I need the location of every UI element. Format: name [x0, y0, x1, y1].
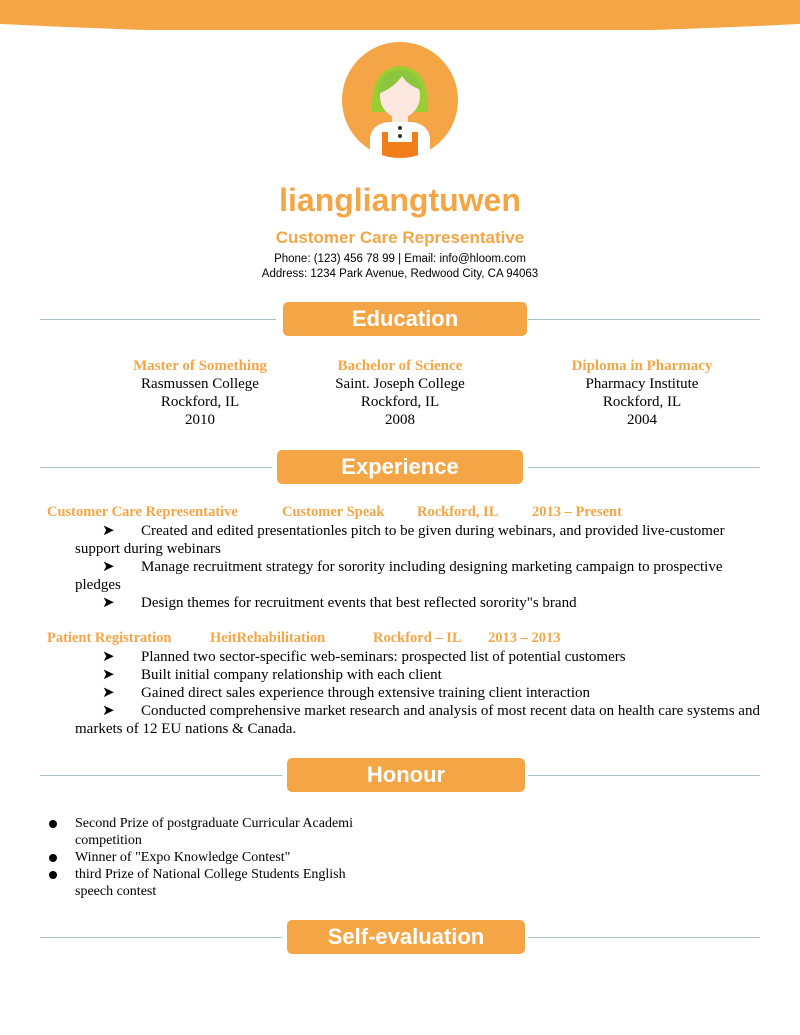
self-evaluation-section-header — [40, 920, 760, 954]
honour-item — [75, 866, 375, 900]
job-bullet — [75, 558, 765, 594]
divider-right — [528, 937, 760, 938]
arrow-bullet-icon: ➤ — [102, 559, 115, 575]
arrow-bullet-icon: ➤ — [102, 703, 115, 719]
job-position: Customer Care Representative — [47, 504, 238, 520]
education-location: Rockford, IL — [602, 394, 682, 410]
honour-text: third Prize of National College Students English speech contest — [75, 867, 346, 899]
top-decorative-band — [0, 0, 800, 30]
education-section-header — [40, 302, 760, 336]
education-item — [280, 357, 520, 429]
contact-phone-email: Phone: (123) 456 78 99 | Email: info@hloom.com — [274, 253, 526, 265]
section-title-experience: Experience — [277, 450, 523, 484]
job-bullet — [75, 522, 765, 558]
job-bullet — [75, 666, 765, 684]
job-company: HeitRehabilitation — [210, 630, 326, 646]
divider-right — [528, 467, 760, 468]
job-bullet — [75, 702, 765, 738]
contact-address: Address: 1234 Park Avenue, Redwood City, CA 94063 — [261, 268, 539, 280]
education-location: Rockford, IL — [360, 394, 440, 410]
job-bullet — [75, 594, 765, 612]
education-degree: Bachelor of Science — [337, 358, 463, 374]
arrow-bullet-icon: ➤ — [102, 523, 115, 539]
avatar — [342, 42, 458, 158]
job-title: Customer Care Representative — [275, 228, 525, 247]
divider-right — [528, 775, 760, 776]
job-dates: 2013 – Present — [532, 504, 622, 520]
education-year: 2004 — [627, 412, 657, 428]
bullet-dot-icon — [49, 854, 57, 862]
job-bullet — [75, 648, 765, 666]
arrow-bullet-icon: ➤ — [102, 667, 115, 683]
honour-item — [75, 815, 375, 849]
divider-left — [40, 775, 282, 776]
job-bullet-text: Design themes for recruitment events that best reflected sorority"s brand — [141, 595, 577, 611]
arrow-bullet-icon: ➤ — [102, 595, 115, 611]
honour-section-header — [40, 758, 760, 792]
section-title-self-evaluation: Self-evaluation — [287, 920, 525, 954]
section-title-honour: Honour — [287, 758, 525, 792]
candidate-name: liangliangtuwen — [279, 182, 521, 218]
job-bullet-text: Built initial company relationship with each client — [141, 667, 442, 683]
divider-right — [528, 319, 760, 320]
job-location: Rockford, IL — [417, 504, 499, 520]
honour-text: Second Prize of postgraduate Curricular Academi competition — [75, 816, 353, 848]
divider-left — [40, 467, 272, 468]
job-position: Patient Registration — [47, 630, 172, 646]
divider-left — [40, 937, 282, 938]
job-bullet-text: Created and edited presentationles pitch to be given during webinars, and provided live-customer support during webinars — [75, 523, 725, 557]
education-item — [522, 357, 762, 429]
job-bullet-text: Manage recruitment strategy for sorority including designing marketing campaign to prospective pledges — [75, 559, 723, 593]
honour-item — [75, 849, 375, 866]
honour-text: Winner of "Expo Knowledge Contest" — [75, 850, 291, 865]
bullet-dot-icon — [49, 820, 57, 828]
job-location: Rockford – IL — [373, 630, 462, 646]
arrow-bullet-icon: ➤ — [102, 685, 115, 701]
bullet-dot-icon — [49, 871, 57, 879]
job-bullet — [75, 684, 765, 702]
education-year: 2010 — [185, 412, 215, 428]
job-bullet-text: Gained direct sales experience through extensive training client interaction — [141, 685, 590, 701]
education-school: Rasmussen College — [141, 376, 259, 392]
education-school: Pharmacy Institute — [585, 376, 699, 392]
education-degree: Diploma in Pharmacy — [571, 358, 713, 374]
job-company: Customer Speak — [282, 504, 385, 520]
experience-section-header — [40, 450, 760, 484]
job-bullet-text: Planned two sector-specific web-seminars: prospected list of potential customers — [141, 649, 626, 665]
section-title-education: Education — [283, 302, 527, 336]
education-year: 2008 — [385, 412, 415, 428]
education-school: Saint. Joseph College — [335, 376, 465, 392]
arrow-bullet-icon: ➤ — [102, 649, 115, 665]
divider-left — [40, 319, 276, 320]
job-bullet-text: Conducted comprehensive market research and analysis of most recent data on health care systems and markets of 12 EU nations & Canada. — [75, 703, 760, 737]
education-location: Rockford, IL — [160, 394, 240, 410]
education-degree: Master of Something — [133, 358, 267, 374]
job-dates: 2013 – 2013 — [488, 630, 561, 646]
